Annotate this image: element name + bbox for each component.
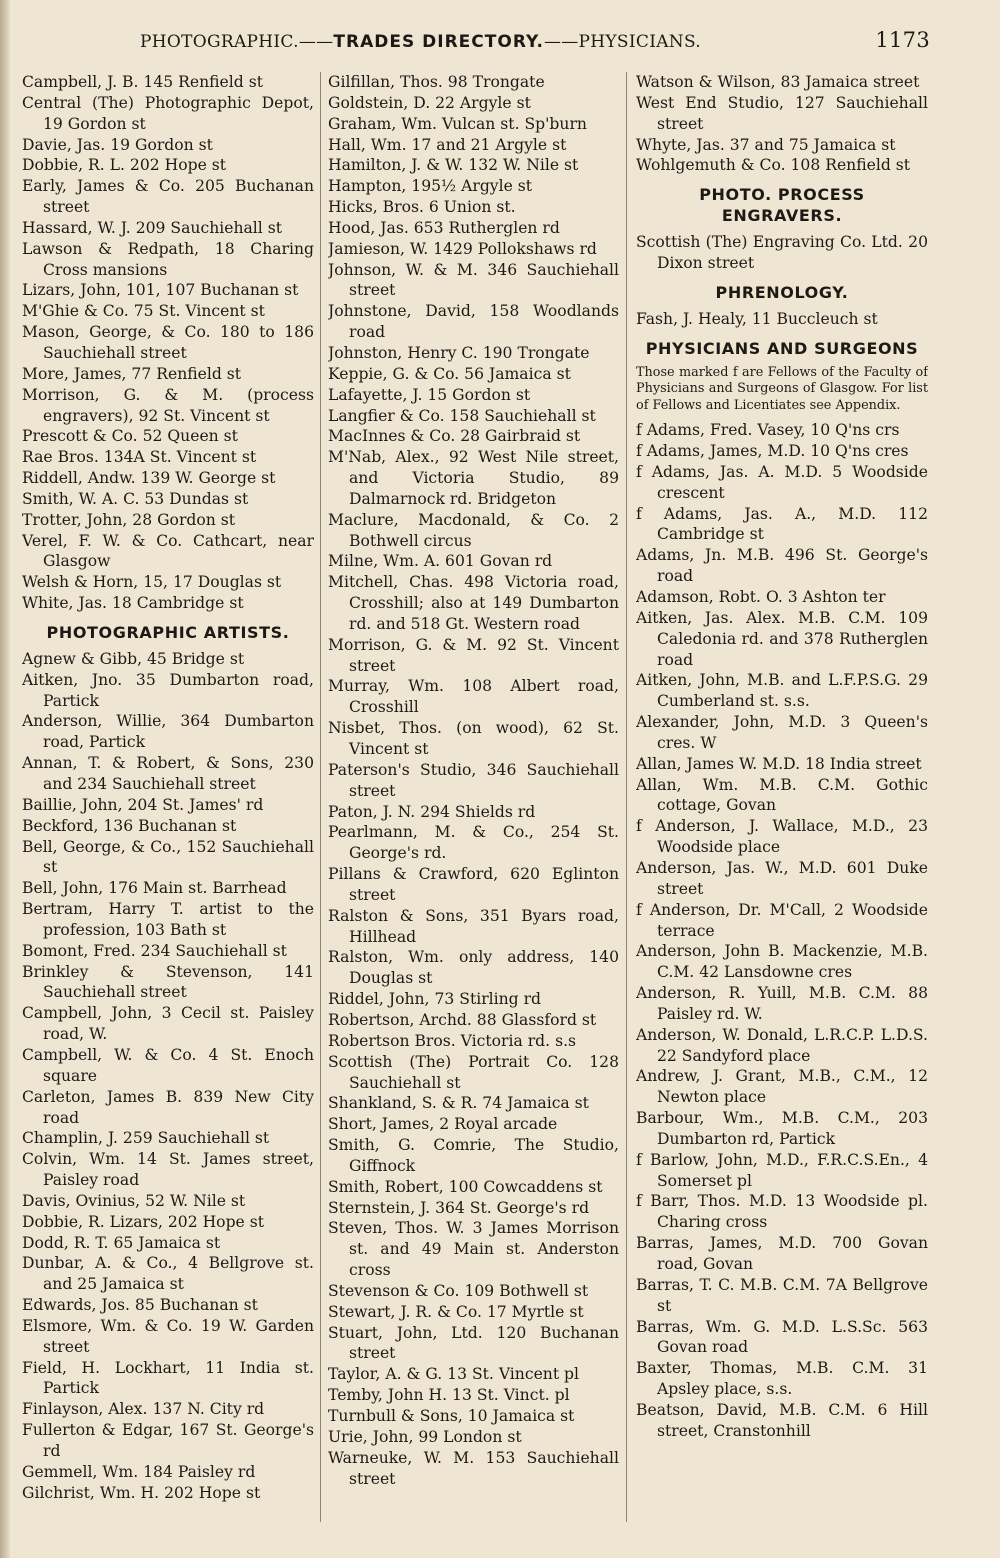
directory-entry: Beatson, David, M.B. C.M. 6 Hill street, Cranstonhill <box>636 1400 928 1440</box>
directory-entry: Stewart, J. R. & Co. 17 Myrtle st <box>328 1302 584 1321</box>
directory-entry: Bertram, Harry T. artist to the profession, 103 Bath st <box>22 900 314 939</box>
directory-entry: Finlayson, Alex. 137 N. City rd <box>22 1400 265 1419</box>
directory-entry: Pearlmann, M. & Co., 254 St. George's rd. <box>328 823 619 863</box>
directory-entry: f Adams, Fred. Vasey, 10 Q'ns crs <box>636 421 900 440</box>
header-center: TRADES DIRECTORY. <box>333 32 544 52</box>
directory-entry: Beckford, 136 Buchanan st <box>22 816 237 835</box>
directory-entry: Hassard, W. J. 209 Sauchiehall st <box>22 218 282 237</box>
directory-entry: Milne, Wm. A. 601 Govan rd <box>328 552 553 571</box>
directory-entry: Taylor, A. & G. 13 St. Vincent pl <box>328 1365 580 1384</box>
directory-entry: Riddel, John, 73 Stirling rd <box>328 990 542 1009</box>
directory-entry: Allan, James W. M.D. 18 India street <box>636 754 922 773</box>
photographers-list <box>22 72 314 614</box>
directory-entry: Smith, Robert, 100 Cowcaddens st <box>328 1177 603 1196</box>
directory-entry: Fullerton & Edgar, 167 St. George's rd <box>22 1421 314 1460</box>
directory-entry: Morrison, G. & M. 92 St. Vincent street <box>328 635 619 675</box>
directory-entry: Barras, T. C. M.B. C.M. 7A Bellgrove st <box>636 1275 928 1315</box>
directory-entry: Lafayette, J. 15 Gordon st <box>328 385 531 404</box>
photographic-artists-list-end <box>636 72 928 176</box>
directory-entry: Paterson's Studio, 346 Sauchiehall street <box>328 760 619 800</box>
directory-entry: Anderson, John B. Mackenzie, M.B. C.M. 42 Lansdowne cres <box>636 942 928 982</box>
directory-entry: More, James, 77 Renfield st <box>22 364 242 383</box>
directory-entry: Anderson, Jas. W., M.D. 601 Duke street <box>636 858 928 898</box>
section-heading-photographic-artists: PHOTOGRAPHIC ARTISTS. <box>46 622 290 642</box>
directory-entry: Davis, Ovinius, 52 W. Nile st <box>22 1191 246 1210</box>
directory-entry: f Adams, Jas. A. M.D. 5 Woodside crescent <box>636 462 928 502</box>
directory-entry: Baillie, John, 204 St. James' rd <box>22 795 264 814</box>
directory-entry: Whyte, Jas. 37 and 75 Jamaica st <box>636 135 896 154</box>
directory-entry: Carleton, James B. 839 New City road <box>22 1087 314 1127</box>
directory-entry: Pillans & Crawford, 620 Eglinton street <box>328 865 619 904</box>
directory-entry: Scottish (The) Portrait Co. 128 Sauchiehall st <box>328 1052 619 1092</box>
directory-entry: Sternstein, J. 364 St. George's rd <box>328 1198 590 1217</box>
directory-entry: White, Jas. 18 Cambridge st <box>22 594 244 613</box>
directory-entry: Edwards, Jos. 85 Buchanan st <box>22 1296 258 1315</box>
section-heading-physicians-and-surgeons: PHYSICIANS AND SURGEONS <box>645 338 919 358</box>
directory-entry: Adamson, Robt. O. 3 Ashton ter <box>636 588 886 606</box>
directory-entry: f Adams, James, M.D. 10 Q'ns cres <box>636 442 909 461</box>
directory-entry: M'Ghie & Co. 75 St. Vincent st <box>22 302 265 321</box>
directory-entry: Hampton, 195½ Argyle st <box>328 177 533 196</box>
column-3 <box>636 72 928 1532</box>
directory-entry: Murray, Wm. 108 Albert road, Crosshill <box>328 677 619 717</box>
column-divider <box>320 72 321 1522</box>
directory-entry: Keppie, G. & Co. 56 Jamaica st <box>328 364 571 383</box>
page-number: 1173 <box>875 28 930 52</box>
header-left: PHOTOGRAPHIC.—— <box>140 32 334 52</box>
column-2 <box>328 72 619 1532</box>
directory-entry: Welsh & Horn, 15, 17 Douglas st <box>22 573 282 592</box>
directory-entry: Johnstone, David, 158 Woodlands road <box>328 302 619 342</box>
directory-entry: Bell, John, 176 Main st. Barrhead <box>22 879 287 898</box>
photo-process-engravers-list <box>636 232 928 274</box>
directory-entry: Morrison, G. & M. (process engravers), 92 St. Vincent st <box>22 385 314 425</box>
physicians-list <box>636 420 928 1441</box>
directory-entry: Robertson, Archd. 88 Glassford st <box>328 1010 597 1029</box>
directory-entry: Shankland, S. & R. 74 Jamaica st <box>328 1094 589 1113</box>
directory-entry: Mitchell, Chas. 498 Victoria road, Crosshill; also at 149 Dumbarton rd. and 518 Gt. Western road <box>328 573 619 633</box>
directory-entry: Annan, T. & Robert, & Sons, 230 and 234 Sauchiehall street <box>22 754 314 793</box>
fellows-note: Those marked f are Fellows of the Faculty of Physicians and Surgeons of Glasgow. For list of Fellows and Licentiates see Appendix. <box>636 364 928 413</box>
directory-entry: Campbell, J. B. 145 Renfield st <box>22 73 263 91</box>
directory-entry: Fash, J. Healy, 11 Buccleuch st <box>636 309 878 328</box>
directory-entry: Colvin, Wm. 14 St. James street, Paisley road <box>22 1150 314 1190</box>
directory-entry: Champlin, J. 259 Sauchiehall st <box>22 1129 270 1148</box>
header-right: ——PHYSICIANS. <box>543 32 702 52</box>
directory-entry: Early, James & Co. 205 Buchanan street <box>22 177 314 217</box>
directory-entry: Nisbet, Thos. (on wood), 62 St. Vincent st <box>328 719 619 758</box>
directory-entry: Hood, Jas. 653 Rutherglen rd <box>328 218 560 237</box>
column-1 <box>22 72 314 1532</box>
directory-entry: Smith, W. A. C. 53 Dundas st <box>22 489 249 508</box>
directory-entry: f Adams, Jas. A., M.D. 112 Cambridge st <box>636 504 928 544</box>
directory-entry: Barras, Wm. G. M.D. L.S.Sc. 563 Govan road <box>636 1317 928 1357</box>
header-title <box>140 32 701 52</box>
directory-entry: f Barr, Thos. M.D. 13 Woodside pl. Charing cross <box>636 1192 928 1232</box>
directory-entry: Warneuke, W. M. 153 Sauchiehall street <box>328 1448 619 1488</box>
directory-entry: Allan, Wm. M.B. C.M. Gothic cottage, Govan <box>636 775 928 815</box>
directory-entry: Field, H. Lockhart, 11 India st. Partick <box>22 1358 314 1398</box>
directory-entry: Urie, John, 99 London st <box>328 1427 522 1446</box>
directory-entry: Brinkley & Stevenson, 141 Sauchiehall street <box>22 962 314 1002</box>
directory-entry: Gemmell, Wm. 184 Paisley rd <box>22 1462 256 1481</box>
directory-entry: Watson & Wilson, 83 Jamaica street <box>636 73 920 91</box>
directory-entry: Hamilton, J. & W. 132 W. Nile st <box>328 156 579 175</box>
directory-entry: Central (The) Photographic Depot, 19 Gordon st <box>22 93 314 133</box>
directory-entry: Maclure, Macdonald, & Co. 2 Bothwell circus <box>328 510 619 550</box>
directory-entry: Johnston, Henry C. 190 Trongate <box>328 343 590 362</box>
directory-entry: Wohlgemuth & Co. 108 Renfield st <box>636 156 911 175</box>
phrenology-list <box>636 309 928 330</box>
directory-entry: Agnew & Gibb, 45 Bridge st <box>22 649 245 668</box>
directory-entry: West End Studio, 127 Sauchiehall street <box>636 93 928 133</box>
section-heading-photo-process-engravers: PHOTO. PROCESS ENGRAVERS. <box>699 185 865 226</box>
directory-entry: Graham, Wm. Vulcan st. Sp'burn <box>328 114 587 133</box>
section-heading-phrenology: PHRENOLOGY. <box>715 282 849 302</box>
directory-entry: Temby, John H. 13 St. Vinct. pl <box>328 1386 570 1405</box>
directory-entry: Aitken, Jas. Alex. M.B. C.M. 109 Caledonia rd. and 378 Rutherglen road <box>636 608 928 669</box>
directory-entry: Barbour, Wm., M.B. C.M., 203 Dumbarton rd, Partick <box>636 1109 928 1148</box>
directory-entry: Aitken, John, M.B. and L.F.P.S.G. 29 Cumberland st. s.s. <box>636 671 928 711</box>
directory-entry: Gilfillan, Thos. 98 Trongate <box>328 73 545 91</box>
directory-entry: Rae Bros. 134A St. Vincent st <box>22 448 257 467</box>
directory-entry: Hicks, Bros. 6 Union st. <box>328 198 516 217</box>
directory-entry: Stuart, John, Ltd. 120 Buchanan street <box>328 1323 619 1363</box>
directory-entry: Verel, F. W. & Co. Cathcart, near Glasgow <box>22 531 314 571</box>
photographic-artists-list-cont <box>328 72 619 1489</box>
directory-entry: Dodd, R. T. 65 Jamaica st <box>22 1233 221 1252</box>
directory-entry: f Barlow, John, M.D., F.R.C.S.En., 4 Somerset pl <box>636 1150 928 1190</box>
directory-entry: Anderson, Willie, 364 Dumbarton road, Partick <box>22 712 314 752</box>
directory-entry: MacInnes & Co. 28 Gairbraid st <box>328 427 581 446</box>
directory-entry: f Anderson, Dr. M'Call, 2 Woodside terrace <box>636 900 928 940</box>
directory-entry: Mason, George, & Co. 180 to 186 Sauchiehall street <box>22 323 314 362</box>
page-binding-edge <box>0 0 10 1558</box>
directory-entry: Lawson & Redpath, 18 Charing Cross mansions <box>22 239 314 279</box>
directory-entry: Baxter, Thomas, M.B. C.M. 31 Apsley place, s.s. <box>636 1359 928 1399</box>
directory-entry: Hall, Wm. 17 and 21 Argyle st <box>328 135 567 154</box>
directory-entry: Riddell, Andw. 139 W. George st <box>22 469 276 488</box>
directory-entry: Trotter, John, 28 Gordon st <box>22 510 236 529</box>
directory-entry: Lizars, John, 101, 107 Buchanan st <box>22 281 299 300</box>
directory-entry: Dobbie, R. L. 202 Hope st <box>22 156 227 175</box>
directory-entry: Bell, George, & Co., 152 Sauchiehall st <box>22 837 314 877</box>
directory-entry: Anderson, R. Yuill, M.B. C.M. 88 Paisley rd. W. <box>636 984 928 1023</box>
directory-entry: f Anderson, J. Wallace, M.D., 23 Woodside place <box>636 817 928 857</box>
running-header <box>140 30 930 58</box>
directory-entry: Steven, Thos. W. 3 James Morrison st. and 49 Main st. Anderston cross <box>328 1219 619 1280</box>
directory-entry: Elsmore, Wm. & Co. 19 W. Garden street <box>22 1316 314 1356</box>
directory-entry: Ralston & Sons, 351 Byars road, Hillhead <box>328 906 619 946</box>
directory-entry: Adams, Jn. M.B. 496 St. George's road <box>636 546 928 586</box>
directory-entry: Goldstein, D. 22 Argyle st <box>328 93 531 112</box>
directory-entry: Andrew, J. Grant, M.B., C.M., 12 Newton place <box>636 1067 928 1107</box>
directory-entry: Barras, James, M.D. 700 Govan road, Govan <box>636 1234 928 1273</box>
directory-entry: Paton, J. N. 294 Shields rd <box>328 802 536 821</box>
directory-entry: Anderson, W. Donald, L.R.C.P. L.D.S. 22 Sandyford place <box>636 1025 928 1065</box>
directory-entry: Bomont, Fred. 234 Sauchiehall st <box>22 941 287 960</box>
directory-entry: Scottish (The) Engraving Co. Ltd. 20 Dixon street <box>636 233 928 273</box>
directory-entry: Dobbie, R. Lizars, 202 Hope st <box>22 1212 265 1231</box>
directory-entry: Gilchrist, Wm. H. 202 Hope st <box>22 1483 261 1502</box>
directory-entry: Campbell, John, 3 Cecil st. Paisley road, W. <box>22 1004 314 1044</box>
directory-entry: Smith, G. Comrie, The Studio, Giffnock <box>328 1136 619 1175</box>
directory-entry: Johnson, W. & M. 346 Sauchiehall street <box>328 260 619 300</box>
directory-entry: Aitken, Jno. 35 Dumbarton road, Partick <box>22 670 314 710</box>
directory-entry: Dunbar, A. & Co., 4 Bellgrove st. and 25 Jamaica st <box>22 1254 314 1294</box>
directory-entry: Jamieson, W. 1429 Pollokshaws rd <box>328 239 597 258</box>
directory-entry: Davie, Jas. 19 Gordon st <box>22 135 213 154</box>
photographic-artists-list <box>22 649 314 1504</box>
directory-entry: Prescott & Co. 52 Queen st <box>22 427 238 446</box>
directory-entry: Short, James, 2 Royal arcade <box>328 1115 558 1134</box>
directory-entry: Alexander, John, M.D. 3 Queen's cres. W <box>636 713 928 752</box>
directory-entry: Stevenson & Co. 109 Bothwell st <box>328 1281 589 1300</box>
column-divider <box>626 72 627 1522</box>
directory-entry: Ralston, Wm. only address, 140 Douglas st <box>328 948 619 988</box>
directory-entry: Campbell, W. & Co. 4 St. Enoch square <box>22 1045 314 1085</box>
directory-entry: Langfier & Co. 158 Sauchiehall st <box>328 406 596 425</box>
directory-entry: Robertson Bros. Victoria rd. s.s <box>328 1031 577 1050</box>
directory-entry: Turnbull & Sons, 10 Jamaica st <box>328 1407 575 1425</box>
directory-entry: M'Nab, Alex., 92 West Nile street, and Victoria Studio, 89 Dalmarnock rd. Bridgeton <box>328 448 619 508</box>
